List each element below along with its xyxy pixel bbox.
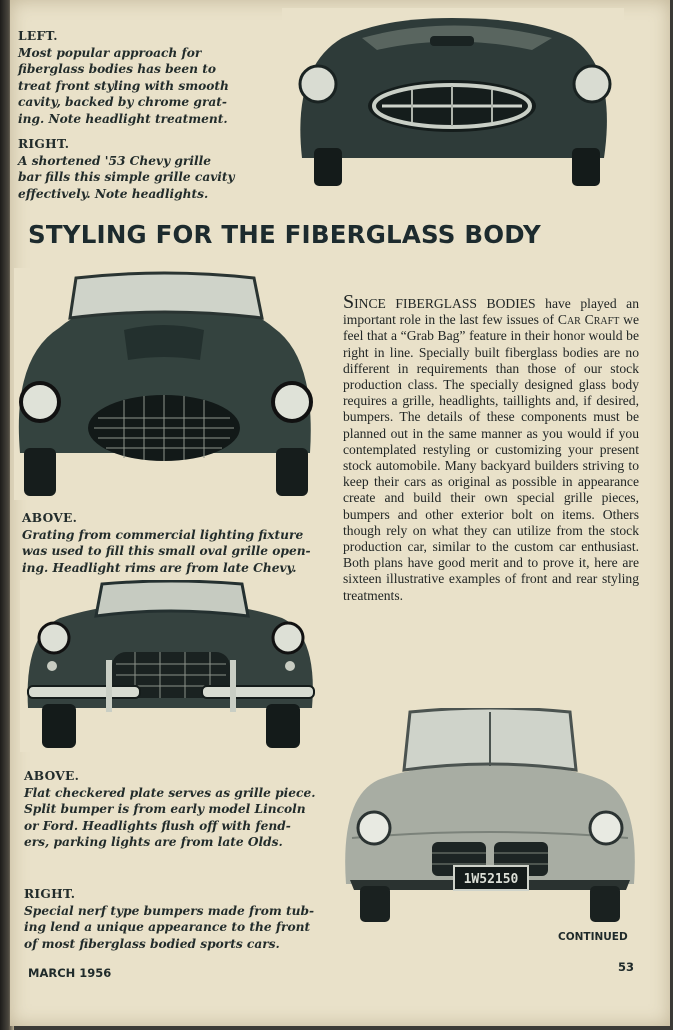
photo-car-1: [282, 8, 624, 190]
caption-above-2-line: ers, parking lights are from late Olds.: [24, 835, 283, 850]
article-text-1: have played an important role in the last few issues of: [343, 296, 640, 328]
issue-date: MARCH 1956: [28, 966, 112, 980]
caption-above-1-head: ABOVE.: [22, 511, 78, 525]
caption-above-2-line: Flat checkered plate serves as grille piece.: [24, 785, 316, 800]
caption-right-bottom-line: Special nerf type bumpers made from tub-: [24, 903, 315, 918]
article-text-2: we feel that a “Grab Bag” feature in their honor would be right in line. Specially built fiberglass bodies are no different in requirements than those of our stock production class. The specially designed glass body requires a grille, headlights, taillights and, if desired, bumpers. The details of these components must be planned out in the same manner as you would if you contemplated restyling or customizing your present stock automobile. Many backyard builders striving to keep their cars as original as possible in appearance create and build their own special grille pieces, bumpers and other exterior bolt on items. Others though rely on what they can utilize from the stock production car, similar to the custom car enthusiast. Both plans have good merit and to prove it, here are sixteen illustrative examples of front and rear styling treatments.: [343, 312, 639, 603]
caption-right-bottom: [24, 886, 334, 952]
caption-left-line: Most popular approach for: [18, 45, 202, 60]
magazine-page: [10, 0, 670, 1026]
caption-right-top-line: bar fills this simple grille cavity: [18, 170, 235, 185]
caption-above-2: [24, 768, 324, 851]
page-title: STYLING FOR THE FIBERGLASS BODY: [28, 220, 541, 249]
caption-right-bottom-line: of most fiberglass bodied sports cars.: [24, 936, 280, 951]
page-number: 53: [618, 960, 635, 974]
caption-above-1-line: ing. Headlight rims are from late Chevy.: [22, 560, 297, 575]
continued-label: CONTINUED: [558, 931, 628, 943]
caption-above-2-line: or Ford. Headlights flush off with fend-: [24, 818, 291, 833]
caption-right-bottom-head: RIGHT.: [24, 887, 76, 901]
photo-car-3: [20, 580, 320, 752]
caption-right-top-line: effectively. Note headlights.: [18, 186, 209, 201]
caption-above-1-line: Grating from commercial lighting fixture: [22, 527, 304, 542]
article-body: [343, 291, 640, 604]
caption-left-line: fiberglass bodies has been to: [18, 62, 216, 77]
caption-left-line: ing. Note headlight treatment.: [18, 111, 228, 126]
caption-left-line: treat front styling with smooth: [18, 78, 229, 93]
caption-left: [18, 28, 248, 128]
caption-above-2-line: Split bumper is from early model Lincoln: [24, 802, 306, 817]
article-dropcap: S: [343, 291, 355, 313]
caption-right-top-head: RIGHT.: [18, 137, 70, 151]
photo-car-2: [14, 268, 316, 500]
caption-above-2-head: ABOVE.: [24, 769, 80, 783]
caption-right-top-line: A shortened '53 Chevy grille: [18, 153, 211, 168]
caption-right-top: [18, 136, 248, 202]
license-plate-number: 1W52150: [463, 872, 519, 887]
caption-above-1-line: was used to fill this small oval grille open-: [22, 544, 311, 559]
caption-right-bottom-line: ing lend a unique appearance to the front: [24, 920, 311, 935]
caption-left-line: cavity, backed by chrome grat-: [18, 95, 227, 110]
article-lead: INCE FIBERGLASS BODIES: [354, 296, 536, 311]
photo-car-4: [340, 708, 640, 926]
article-magazine-name: Car Craft: [557, 312, 620, 328]
caption-above-1: [22, 510, 322, 576]
caption-left-head: LEFT.: [18, 29, 58, 43]
